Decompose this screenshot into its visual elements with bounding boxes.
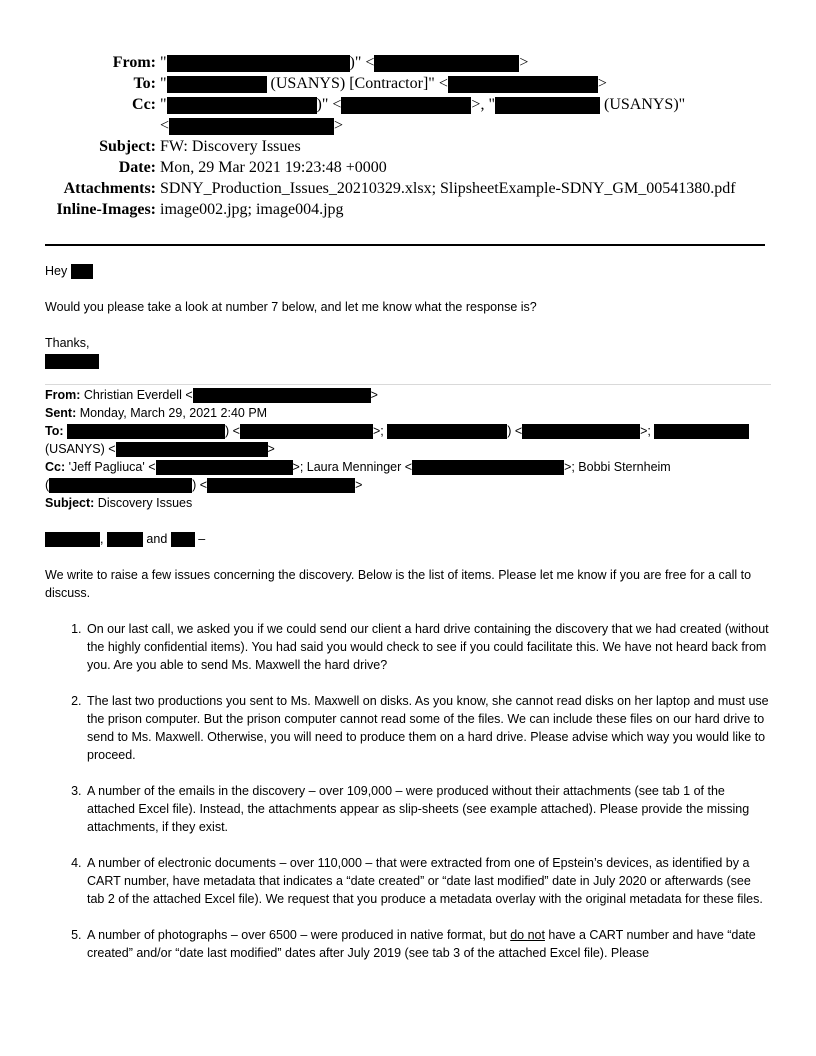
reply-greeting: Hey (45, 262, 771, 280)
redaction-box (156, 460, 293, 475)
header-cc-label: Cc: (132, 96, 156, 113)
redaction-box (167, 76, 267, 93)
reply-signature (45, 352, 771, 370)
redaction-box (207, 478, 355, 493)
header-to-mid: (USANYS) [Contractor]" < (266, 75, 448, 92)
reply-thanks: Thanks, (45, 336, 90, 350)
redaction-box (71, 264, 93, 279)
issues-list (45, 620, 771, 962)
fwd-subject-line: Subject: Discovery Issues (45, 496, 193, 510)
fwd-to-line-2: (USANYS) < > (45, 442, 275, 456)
redaction-box (240, 424, 373, 439)
redaction-box (495, 97, 600, 114)
letter-salutation: , and – (45, 530, 771, 548)
redaction-box (45, 532, 100, 547)
header-divider (45, 244, 765, 246)
header-date-row (0, 157, 816, 178)
list-item: 2. The last two productions you sent to Ms. Maxwell on disks. As you know, she cannot read disks on her laptop and must use the prison computer. But the prison computer cannot read some of the files. We can include these files on our hard drive to send to Ms. Maxwell. Otherwise, you will need to produce them on a hard drive. Please advise which way you would like to proceed. (85, 692, 771, 764)
fwd-cc-line-2: ( ) < > (45, 478, 363, 492)
header-cc-mid: (USANYS)" (599, 96, 686, 113)
redaction-box (167, 97, 317, 114)
letter-intro: We write to raise a few issues concerning the discovery. Below is the list of items. Please let me know if you are free for a call to discuss. (45, 568, 752, 600)
reply-line: Would you please take a look at number 7 below, and let me know what the response is? (45, 300, 537, 314)
header-attachments: SDNY_Production_Issues_20210329.xlsx; SlipsheetExample-SDNY_GM_00541380.pdf (160, 180, 736, 197)
header-from-row: From: " )" < > (0, 52, 816, 73)
header-inline-label: Inline-Images: (56, 201, 156, 218)
header-to-label: To: (133, 75, 156, 92)
list-item: 5. A number of photographs – over 6500 – were produced in native format, but do not have a CART number and have “date created” and/or “date last modified” dates after July 2019 (see tab 3 of the attached Excel file). Please (85, 926, 771, 962)
list-item: 1. On our last call, we asked you if we could send our client a hard drive containing the discovery that we had created (without the highly confidential items). You had said you would check to see if you could facilitate this. We have not heard back from you. Are you able to send Ms. Maxwell the hard drive? (85, 620, 771, 674)
redaction-box (448, 76, 598, 93)
header-inline-row (0, 199, 816, 220)
redaction-box (341, 97, 471, 114)
header-attachments-row (0, 178, 816, 199)
header-from-label: From: (112, 54, 156, 71)
redaction-box (412, 460, 564, 475)
email-body (45, 262, 771, 980)
header-date-label: Date: (118, 159, 156, 176)
redaction-box (522, 424, 640, 439)
redaction-box (171, 532, 195, 547)
fwd-cc-line: Cc: 'Jeff Pagliuca' < >; Laura Menninger < >; Bobbi Sternheim (45, 460, 671, 474)
redaction-box (107, 532, 143, 547)
fwd-sent-line: Sent: Monday, March 29, 2021 2:40 PM (45, 406, 268, 420)
list-item: 3. A number of the emails in the discovery – over 109,000 – were produced without their attachments (see tab 1 of the attached Excel file). Instead, the attachments appear as slip-sheets (see example attached). Please provide the missing attachments, if they exist. (85, 782, 771, 836)
header-attachments-label: Attachments: (63, 180, 156, 197)
header-inline-images: image002.jpg; image004.jpg (160, 201, 344, 218)
redaction-box (387, 424, 507, 439)
header-subject-label: Subject: (99, 138, 156, 155)
header-cc-row-2: < > (160, 117, 344, 134)
header-to-row: To: " (USANYS) [Contractor]" < > (0, 73, 816, 94)
redaction-box (654, 424, 749, 439)
header-cc-row: Cc: " )" < >, " (USANYS)" (0, 94, 816, 115)
header-subject-row (0, 136, 816, 157)
list-item: 4. A number of electronic documents – over 110,000 – that were extracted from one of Epstein’s devices, as identified by a CART number, have metadata that indicates a “date created” or “date last modified” date in July 2020 or afterwards (see tab 2 of the attached Excel file). We request that you produce a metadata overlay with the original metadata for these files. (85, 854, 771, 908)
fwd-to-line: To: ) < >; ) < >; (45, 422, 771, 440)
redaction-box (116, 442, 268, 457)
redaction-box (67, 424, 225, 439)
redaction-box (169, 118, 334, 135)
redaction-box (45, 354, 99, 369)
forwarded-header (45, 384, 771, 512)
header-date: Mon, 29 Mar 2021 19:23:48 +0000 (160, 159, 387, 176)
redaction-box (167, 55, 350, 72)
redaction-box (49, 478, 192, 493)
redaction-box (193, 388, 371, 403)
fwd-from-line: From: Christian Everdell < > (45, 388, 378, 402)
redaction-box (374, 55, 519, 72)
header-subject: FW: Discovery Issues (160, 138, 301, 155)
email-header (0, 52, 816, 220)
